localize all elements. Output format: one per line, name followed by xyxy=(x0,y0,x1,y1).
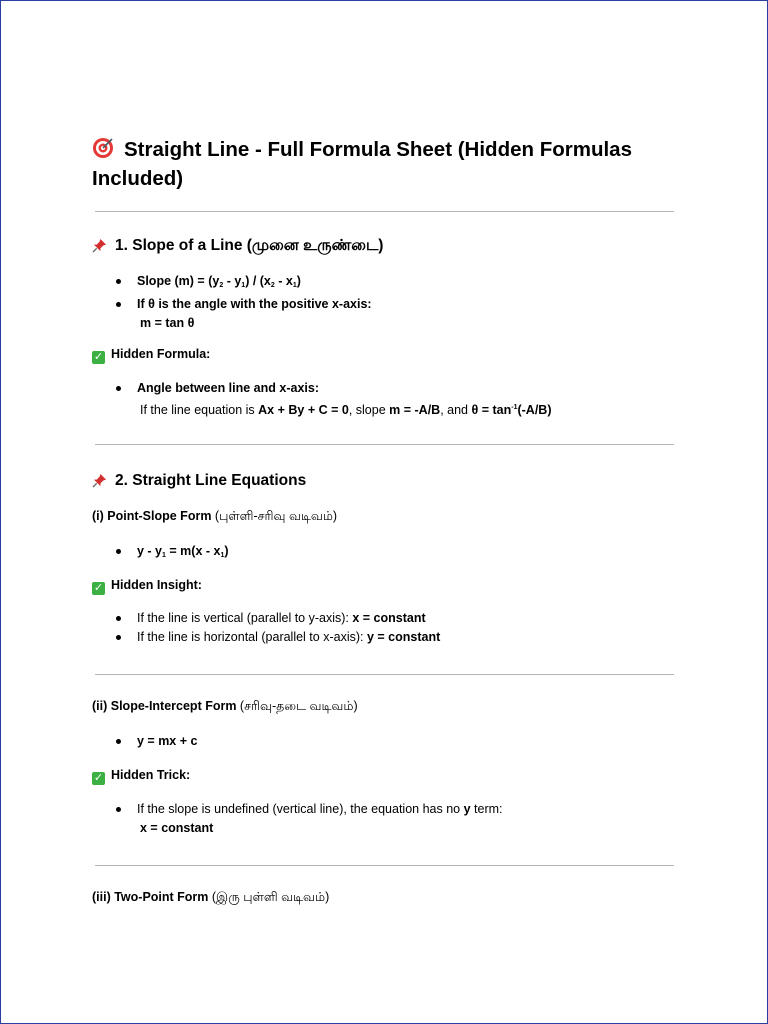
tamil-text: (இரு புள்ளி வடிவம்) xyxy=(208,890,330,904)
heading-text: 2. Straight Line Equations xyxy=(115,472,307,489)
subscript: 1 xyxy=(241,282,246,289)
subscript: 1 xyxy=(162,552,166,559)
list-item xyxy=(113,609,440,628)
check-mark-icon: ✓ xyxy=(93,772,104,784)
bullet-text: Angle between line and x-axis: xyxy=(137,381,319,395)
subscript: 1 xyxy=(220,552,225,559)
insight-list xyxy=(113,609,440,647)
divider xyxy=(95,444,674,445)
divider xyxy=(95,865,674,866)
text-part: If the slope is undefined (vertical line), the equation has no xyxy=(137,802,464,816)
trick-list xyxy=(113,800,503,838)
hidden-insight-label xyxy=(92,576,202,595)
subheading-text: (i) Point-Slope Form xyxy=(92,509,212,523)
bullet-text xyxy=(137,398,552,420)
formula-part: - y xyxy=(223,274,242,288)
formula-part: ) xyxy=(224,544,229,558)
tamil-text: (சரிவு-தடை வடிவம்) xyxy=(236,699,358,713)
subscript: 2 xyxy=(270,282,275,289)
text-part: If the line is horizontal (parallel to x-axis): xyxy=(137,630,367,644)
page-title xyxy=(92,135,692,193)
bullet-text: If θ is the angle with the positive x-axis: xyxy=(137,297,372,311)
pushpin-icon xyxy=(92,473,107,488)
bullet-text: x = constant xyxy=(140,821,214,835)
subheading-slope-intercept xyxy=(92,697,358,715)
text-part: , slope xyxy=(348,403,390,417)
section-heading-equations xyxy=(92,471,306,491)
list-item xyxy=(113,379,552,420)
divider xyxy=(95,674,674,675)
list-item xyxy=(113,800,503,838)
text-part: (-A/B) xyxy=(517,403,552,417)
text-part: term: xyxy=(470,802,503,816)
hidden-formula-list xyxy=(113,379,552,420)
formula-part: y - y xyxy=(137,544,163,558)
text-part: Ax + By + C = 0 xyxy=(258,403,349,417)
subheading-point-slope xyxy=(92,507,337,525)
list-item xyxy=(113,542,229,565)
text-part: m = -A/B xyxy=(389,403,441,417)
target-icon xyxy=(92,137,114,159)
check-mark-icon: ✓ xyxy=(93,582,104,594)
tamil-text: (புள்ளி-சரிவு வடிவம்) xyxy=(211,509,338,523)
bullet-text: m = tan θ xyxy=(140,316,195,330)
superscript: -1 xyxy=(511,404,518,411)
subscript: 2 xyxy=(219,282,224,289)
slope-list xyxy=(113,272,372,333)
text-part: If the line equation is xyxy=(140,403,259,417)
text-part: x = constant xyxy=(352,611,426,625)
formula-part: ) xyxy=(296,274,301,288)
text-part: , and xyxy=(440,403,472,417)
subscript: 1 xyxy=(292,282,297,289)
slope-intercept-list xyxy=(113,732,197,751)
list-item xyxy=(113,272,372,295)
list-item xyxy=(113,628,440,647)
check-mark-icon: ✓ xyxy=(93,351,104,363)
list-item xyxy=(113,295,372,333)
list-item: y = mx + c xyxy=(113,732,197,751)
label-text: Hidden Trick: xyxy=(111,768,191,782)
text-part: y = constant xyxy=(366,630,441,644)
heading-text: 1. Slope of a Line (முனை உருண்டை) xyxy=(115,237,384,254)
hidden-trick-label xyxy=(92,766,190,785)
subheading-two-point xyxy=(92,888,329,906)
pushpin-icon xyxy=(92,238,107,253)
formula-part: - x xyxy=(274,274,293,288)
formula-part: Slope (m) = (y xyxy=(137,274,220,288)
text-part: y xyxy=(463,802,471,816)
hidden-formula-label xyxy=(92,345,210,364)
label-text: Hidden Insight: xyxy=(111,578,202,592)
divider xyxy=(95,211,674,212)
subheading-text: (iii) Two-Point Form xyxy=(92,890,209,904)
section-heading-slope xyxy=(92,236,383,256)
label-text: Hidden Formula: xyxy=(111,347,211,361)
text-part: If the line is vertical (parallel to y-axis): xyxy=(137,611,353,625)
title-text: Straight Line - Full Formula Sheet (Hidden Formulas Included) xyxy=(92,138,632,190)
subheading-text: (ii) Slope-Intercept Form xyxy=(92,699,237,713)
formula-part: = m(x - x xyxy=(165,544,221,558)
formula-part: ) / (x xyxy=(245,274,271,288)
point-slope-list xyxy=(113,542,229,565)
text-part: θ = tan xyxy=(471,403,512,417)
